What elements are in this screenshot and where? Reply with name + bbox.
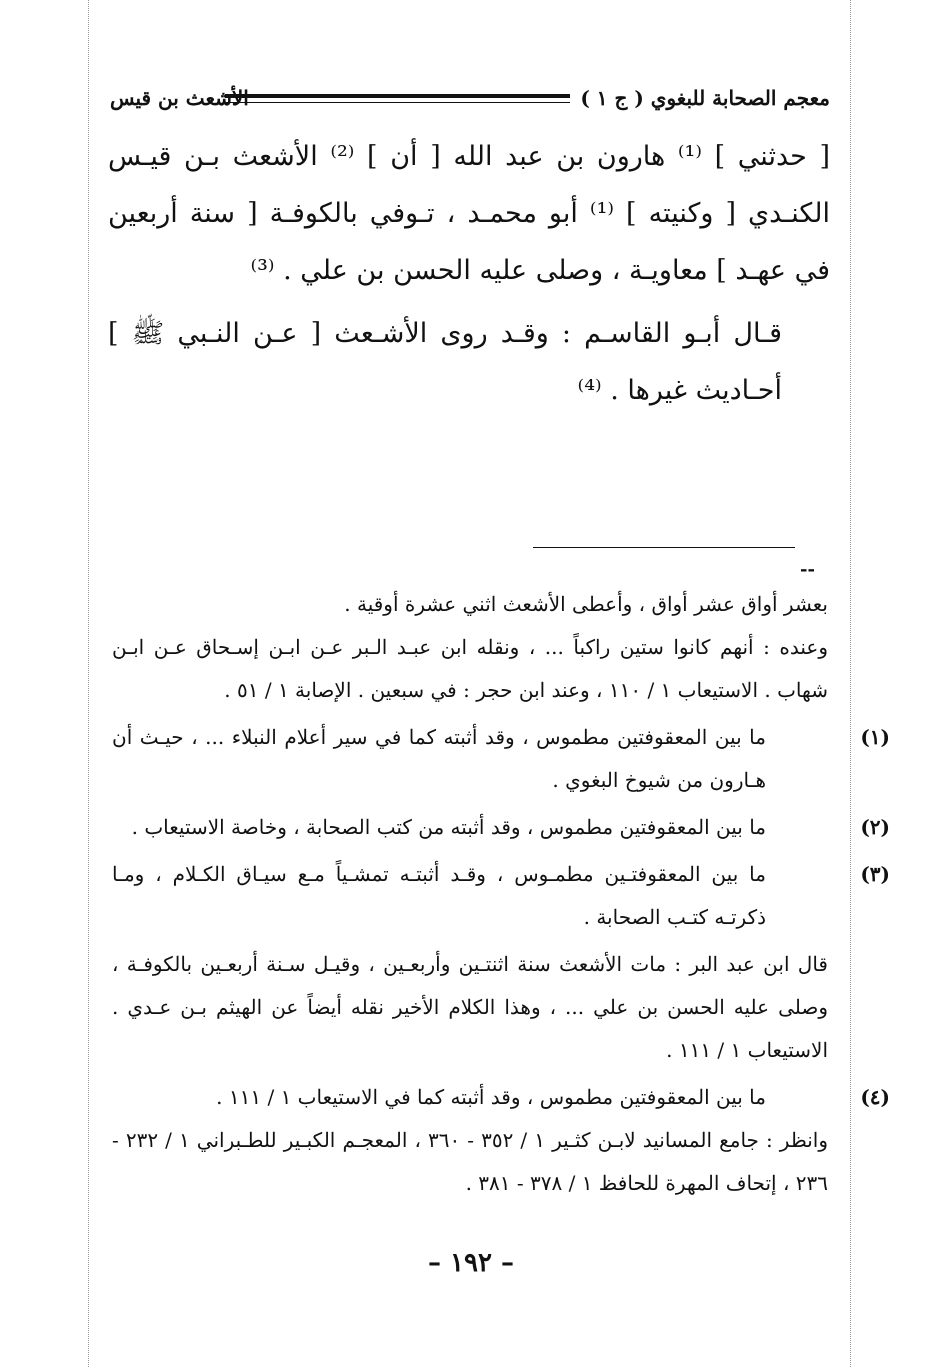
footnote-continuation-marker: -- bbox=[800, 559, 815, 580]
footnote-continued-paragraph: وعنده : أنهم كانوا ستين راكباً ... ، ونقله ابن عبـد الـبر عـن ابـن إسـحاق عـن ابـن شهاب . الاستيعاب ١ / ١١٠ ، وعند ابن حجر : في سبعين . الإصابة ١ / ٥١ . bbox=[112, 635, 828, 702]
footnote-4 bbox=[112, 1076, 890, 1119]
footnote-text: ما بين المعقوفتين مطموس ، وقد أثبته كما في الاستيعاب ١ / ١١١ . bbox=[216, 1085, 766, 1109]
margin-guide-left bbox=[88, 0, 89, 1367]
footnotes bbox=[112, 583, 890, 1205]
footnote-number: (٢) bbox=[860, 815, 890, 839]
footnote-text: ما بين المعقوفتـين مطمـوس ، وقـد أثبتـه تمشـياً مـع سيـاق الكـلام ، ومـا ذكرتـه كتـب الصحابة . bbox=[112, 862, 766, 929]
footnote-text: ما بين المعقوفتين مطموس ، وقد أثبته كما في سير أعلام النبلاء ... ، حيـث أن هـارون من شيوخ البغوي . bbox=[112, 725, 766, 792]
header-rule bbox=[225, 94, 570, 98]
main-paragraph-2: قـال أبـو القاسـم : وقـد روى الأشـعث [ عـن النـبي ﷺ ] أحـاديث غيرها . ⁽⁴⁾ bbox=[108, 318, 782, 406]
footnote-3-continued: قال ابن عبد البر : مات الأشعث سنة اثنتـين وأربعـين ، وقيـل سـنة أربعـين بالكوفـة ، وصلى عليه الحسن بن علي ... ، وهذا الكلام الأخير نقله أيضاً عن الهيثم بـن عـدي . الاستيعاب ١ / ١١١ . bbox=[112, 952, 828, 1062]
footnote-number: (٣) bbox=[860, 862, 890, 886]
footnote-number: (١) bbox=[860, 725, 890, 749]
footnote-2 bbox=[112, 806, 890, 849]
running-header bbox=[110, 82, 830, 122]
footnote-separator bbox=[533, 547, 795, 548]
footnote-4-continued: وانظر : جامع المسانيد لابـن كثـير ١ / ٣٥٢ - ٣٦٠ ، المعجـم الكبـير للطـبراني ١ / ٢٣٢ - ٢٣٦ ، إتحاف المهرة للحافظ ١ / ٣٧٨ - ٣٨١ . bbox=[112, 1128, 829, 1195]
main-text bbox=[108, 128, 830, 419]
entry-title: الأشعث بن قيس bbox=[110, 86, 249, 110]
footnote-number: (٤) bbox=[860, 1085, 890, 1109]
book-title: معجم الصحابة للبغوي ( ج ١ ) bbox=[580, 86, 830, 110]
footnote-text: ما بين المعقوفتين مطموس ، وقد أثبته من كتب الصحابة ، وخاصة الاستيعاب . bbox=[131, 815, 766, 839]
margin-guide-right bbox=[850, 0, 851, 1367]
header-rule-thin bbox=[225, 102, 570, 103]
footnote-continued-line: بعشر أواق عشر أواق ، وأعطى الأشعث اثني عشرة أوقية . bbox=[344, 592, 828, 616]
footnote-1 bbox=[112, 716, 890, 802]
page-number: – ١٩٢ – bbox=[427, 1248, 515, 1278]
footnote-3 bbox=[112, 853, 890, 939]
main-paragraph-1: [ حدثني ] ⁽¹⁾ هارون بن عبد الله [ أن ] ⁽²⁾ الأشعث بـن قيـس الكنـدي [ وكنيته ] ⁽¹⁾ أبو محمـد ، تـوفي بالكوفـة [ سنة أربعين في عهـد ] معاويـة ، وصلى عليه الحسن بن علي . ⁽³⁾ bbox=[108, 141, 830, 286]
